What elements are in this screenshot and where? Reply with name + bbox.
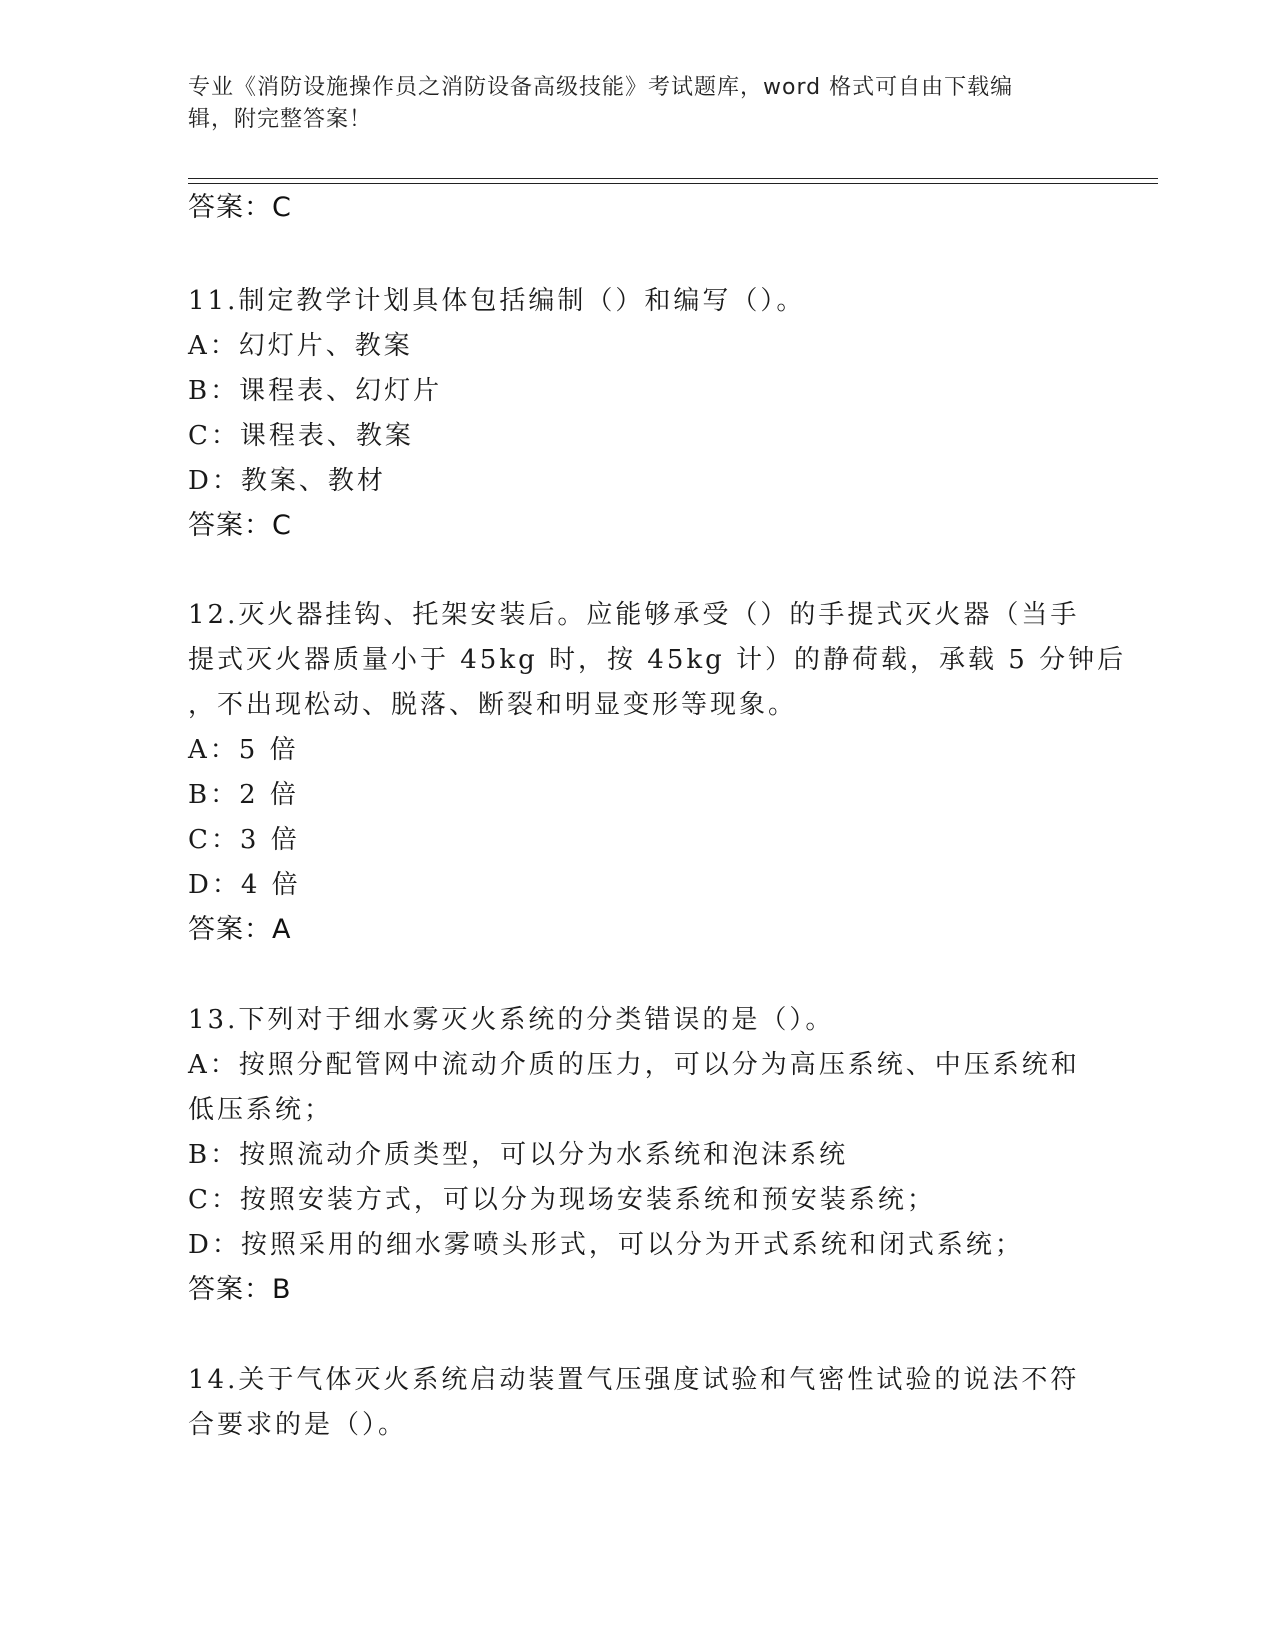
question-14-text-line-1: 14.关于气体灭火系统启动装置气压强度试验和气密性试验的说法不符 bbox=[188, 1365, 1080, 1395]
previous-answer: 答案：C bbox=[188, 192, 292, 223]
question-12-option-d: D：4 倍 bbox=[188, 870, 301, 900]
question-12-option-c: C：3 倍 bbox=[188, 825, 300, 855]
question-13-option-a-line-1: A：按照分配管网中流动介质的压力，可以分为高压系统、中压系统和 bbox=[188, 1050, 1080, 1080]
question-13-option-d: D：按照采用的细水雾喷头形式，可以分为开式系统和闭式系统； bbox=[188, 1230, 1024, 1260]
question-11-option-d: D：教案、教材 bbox=[188, 466, 386, 496]
question-12-text-line-1: 12.灭火器挂钩、托架安装后。应能够承受（）的手提式灭火器（当手 bbox=[188, 600, 1080, 630]
question-13-option-c: C：按照安装方式，可以分为现场安装系统和预安装系统； bbox=[188, 1185, 936, 1215]
question-11-option-a: A：幻灯片、教案 bbox=[188, 331, 413, 361]
question-13-text: 13.下列对于细水雾灭火系统的分类错误的是（）。 bbox=[188, 1005, 835, 1035]
question-12-text-line-3: ，不出现松动、脱落、断裂和明显变形等现象。 bbox=[188, 690, 798, 720]
question-13-option-b: B：按照流动介质类型，可以分为水系统和泡沫系统 bbox=[188, 1140, 849, 1170]
question-11-option-b: B：课程表、幻灯片 bbox=[188, 376, 443, 406]
question-14-text-line-2: 合要求的是（）。 bbox=[188, 1410, 408, 1440]
header-rule-top bbox=[188, 178, 1158, 179]
question-12-text-line-2: 提式灭火器质量小于 45kg 时，按 45kg 计）的静荷载，承载 5 分钟后 bbox=[188, 645, 1127, 675]
question-12-option-a: A：5 倍 bbox=[188, 735, 299, 765]
document-header bbox=[188, 72, 1068, 136]
header-line-2: 辑，附完整答案！ bbox=[188, 107, 373, 132]
question-12-option-b: B：2 倍 bbox=[188, 780, 299, 810]
question-11-text: 11.制定教学计划具体包括编制（）和编写（）。 bbox=[188, 286, 806, 316]
question-11-option-c: C：课程表、教案 bbox=[188, 421, 414, 451]
question-11-answer: 答案：C bbox=[188, 510, 292, 541]
header-line-1: 专业《消防设施操作员之消防设备高级技能》考试题库，word 格式可自由下载编 bbox=[188, 75, 1014, 100]
question-13-answer: 答案：B bbox=[188, 1274, 292, 1305]
header-rule-bottom bbox=[188, 183, 1158, 184]
question-12-answer: 答案：A bbox=[188, 914, 292, 945]
question-13-option-a-line-2: 低压系统； bbox=[188, 1095, 334, 1125]
